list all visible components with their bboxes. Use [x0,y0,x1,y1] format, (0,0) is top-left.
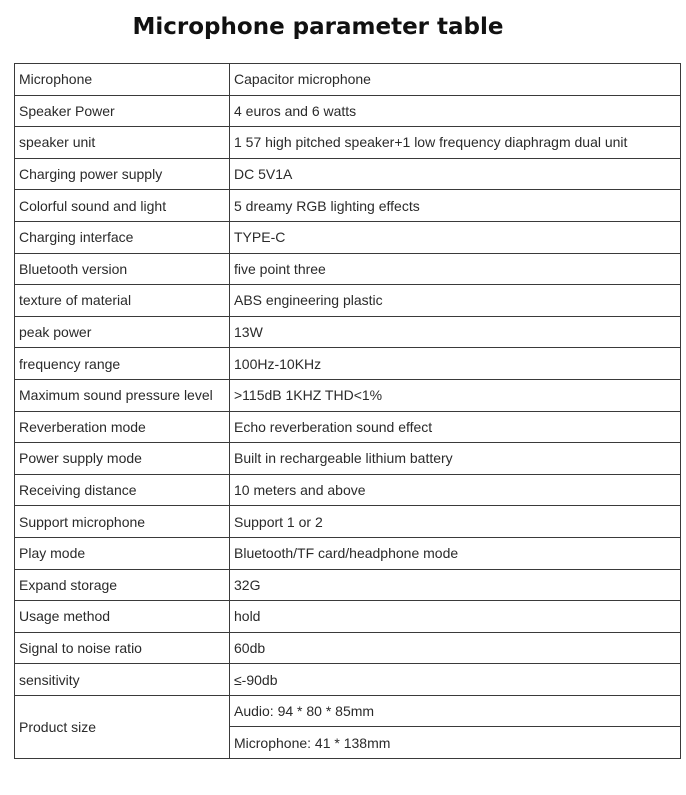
table-row [15,411,681,443]
param-value: ABS engineering plastic [230,285,681,317]
table-row [15,632,681,664]
table-row [15,474,681,506]
table-row [15,348,681,380]
table-row [15,190,681,222]
param-label: Speaker Power [15,95,230,127]
table-row [15,379,681,411]
param-label: Maximum sound pressure level [15,379,230,411]
param-label: Receiving distance [15,474,230,506]
param-value: 13W [230,316,681,348]
param-label: Colorful sound and light [15,190,230,222]
table-row [15,64,681,96]
param-value: hold [230,601,681,633]
table-row [15,506,681,538]
param-value: 5 dreamy RGB lighting effects [230,190,681,222]
table-row [15,664,681,696]
param-value: >115dB 1KHZ THD<1% [230,379,681,411]
param-label: Charging power supply [15,158,230,190]
param-label: speaker unit [15,127,230,159]
table-row [15,443,681,475]
param-label: texture of material [15,285,230,317]
param-value: five point three [230,253,681,285]
param-label: sensitivity [15,664,230,696]
table-row [15,285,681,317]
param-label: Power supply mode [15,443,230,475]
param-value: Capacitor microphone [230,64,681,96]
table-row [15,537,681,569]
param-value: DC 5V1A [230,158,681,190]
param-value: Support 1 or 2 [230,506,681,538]
param-value: ≤-90db [230,664,681,696]
table-row [15,601,681,633]
param-label: Expand storage [15,569,230,601]
param-label: Microphone [15,64,230,96]
param-value: Microphone: 41 * 138mm [230,727,681,759]
param-label: Charging interface [15,221,230,253]
param-label: Signal to noise ratio [15,632,230,664]
param-value: 4 euros and 6 watts [230,95,681,127]
param-value: Built in rechargeable lithium battery [230,443,681,475]
table-row [15,569,681,601]
param-label: peak power [15,316,230,348]
param-value: 32G [230,569,681,601]
param-value: 100Hz-10KHz [230,348,681,380]
parameter-table [14,63,681,759]
table-row [15,221,681,253]
param-label: Bluetooth version [15,253,230,285]
param-value: 10 meters and above [230,474,681,506]
param-label: Usage method [15,601,230,633]
param-label: Reverberation mode [15,411,230,443]
table-row [15,316,681,348]
param-value: 60db [230,632,681,664]
table-row [15,158,681,190]
param-value: 1 57 high pitched speaker+1 low frequency diaphragm dual unit [230,127,681,159]
table-row [15,127,681,159]
param-label: Play mode [15,537,230,569]
page-title: Microphone parameter table [132,14,504,40]
param-label: Support microphone [15,506,230,538]
param-value: TYPE-C [230,221,681,253]
table-row [15,95,681,127]
param-value: Bluetooth/TF card/headphone mode [230,537,681,569]
param-value: Echo reverberation sound effect [230,411,681,443]
param-value: Audio: 94 * 80 * 85mm [230,695,681,727]
table-row [15,695,681,727]
table-row [15,253,681,285]
param-label: Product size [15,695,230,758]
param-label: frequency range [15,348,230,380]
